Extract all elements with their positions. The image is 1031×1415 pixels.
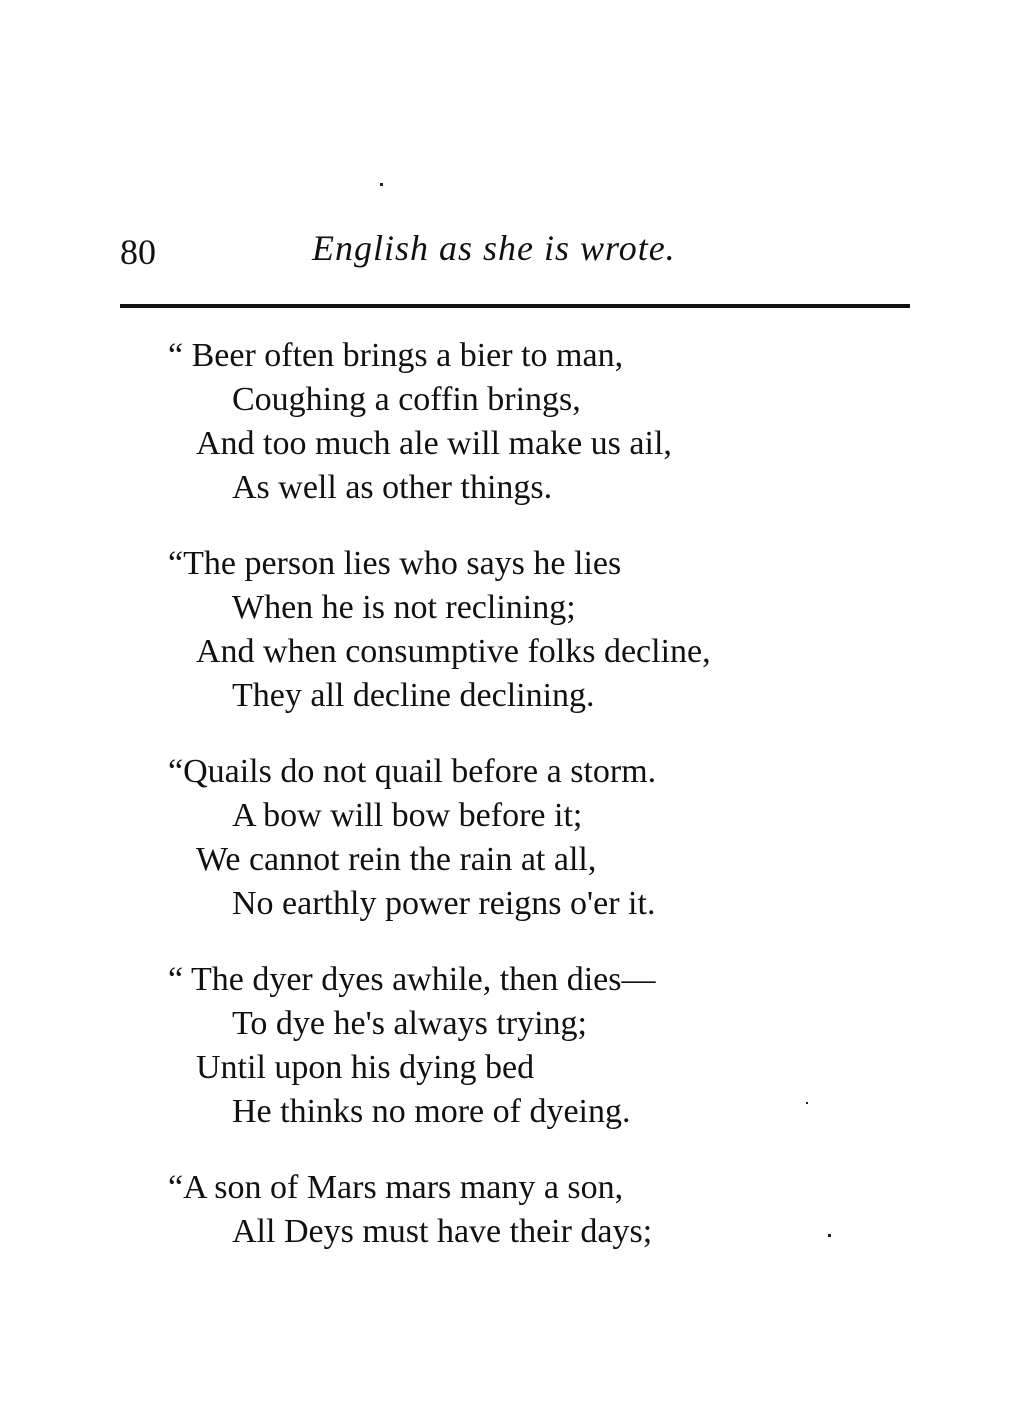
poem-line: “A son of Mars mars many a son, <box>168 1169 624 1206</box>
running-head: English as she is wrote. <box>312 228 676 268</box>
poem-line: And when consumptive folks decline, <box>196 633 711 670</box>
print-speck <box>806 1102 808 1104</box>
poem-line: When he is not reclining; <box>232 589 576 626</box>
poem-line: Until upon his dying bed <box>196 1049 535 1086</box>
poem-line: “Quails do not quail before a storm. <box>168 753 657 790</box>
poem-line: No earthly power reigns o'er it. <box>232 885 656 922</box>
poem-line: He thinks no more of dyeing. <box>232 1093 631 1130</box>
poem-line: They all decline declining. <box>232 677 595 714</box>
poem-line: We cannot rein the rain at all, <box>196 841 597 878</box>
poem-line: And too much ale will make us ail, <box>196 425 672 462</box>
poem-line: A bow will bow before it; <box>232 797 583 834</box>
poem-line: “The person lies who says he lies <box>168 545 622 582</box>
poem-line: “ The dyer dyes awhile, then dies— <box>168 961 656 998</box>
poem-line: Coughing a coffin brings, <box>232 381 581 418</box>
poem-line: To dye he's always trying; <box>232 1005 588 1042</box>
poem-line: As well as other things. <box>232 469 553 506</box>
poem-line: All Deys must have their days; <box>232 1213 653 1250</box>
header-rule <box>120 304 910 308</box>
poem-line: “ Beer often brings a bier to man, <box>168 337 624 374</box>
print-speck <box>828 1234 831 1237</box>
page-number: 80 <box>120 232 156 272</box>
print-speck <box>380 183 383 186</box>
